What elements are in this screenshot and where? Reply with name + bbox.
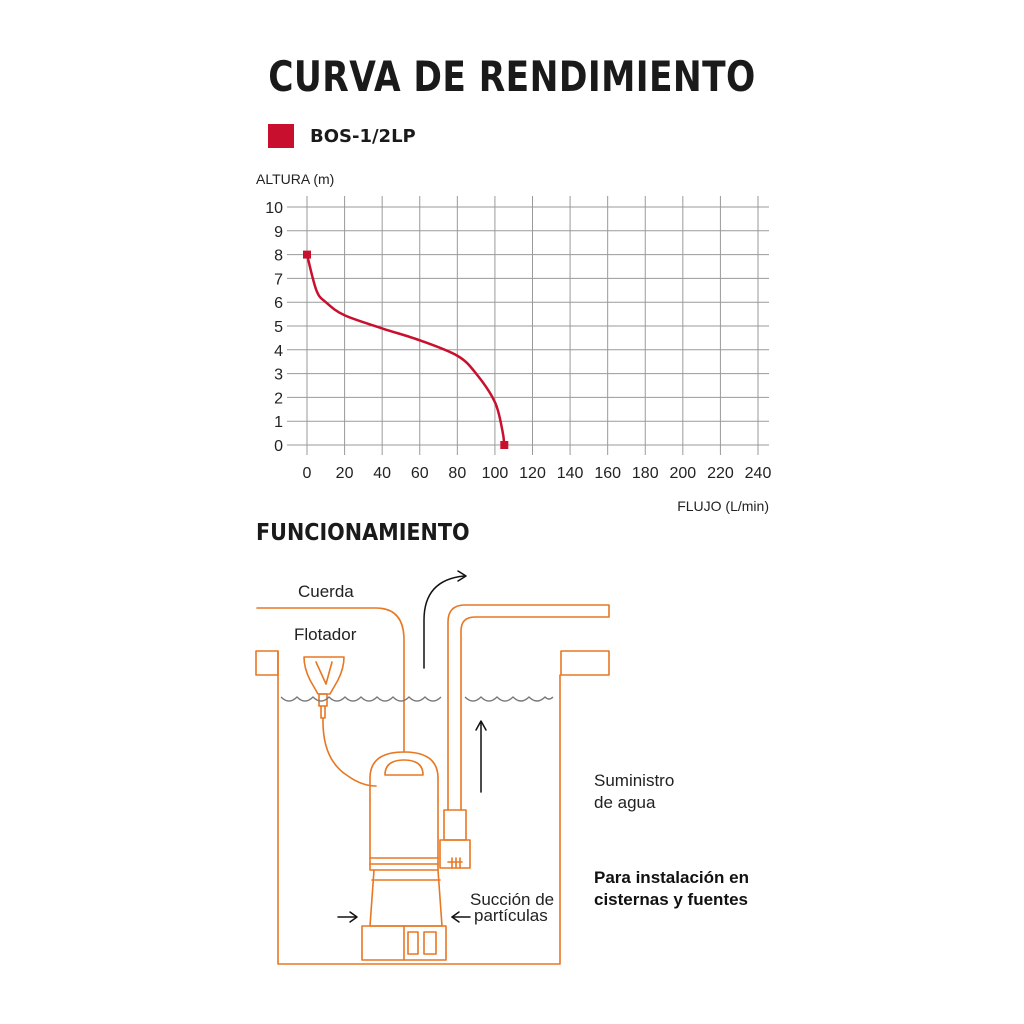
discharge-pipe [448, 605, 609, 810]
y-tick-label: 1 [274, 414, 283, 432]
page-title: CURVA DE RENDIMIENTO [268, 52, 756, 101]
tank-wall [278, 651, 560, 964]
float-cable [323, 718, 376, 786]
y-axis-label: ALTURA (m) [256, 171, 335, 187]
y-tick-label: 8 [274, 247, 283, 265]
x-tick-label: 60 [410, 465, 429, 482]
supply-label-line2: de agua [594, 793, 656, 812]
x-tick-label: 120 [519, 465, 546, 482]
y-tick-label: 10 [265, 200, 283, 217]
x-tick-label: 140 [556, 465, 584, 482]
pump-outlet [440, 840, 470, 868]
note-line2: cisternas y fuentes [594, 890, 749, 909]
y-tick-label: 0 [274, 438, 283, 455]
x-tick-label: 100 [481, 465, 509, 482]
suction-label-line1: Succión de [470, 890, 555, 909]
x-tick-label: 0 [302, 465, 312, 482]
pump-head [370, 752, 438, 800]
float-body [304, 657, 344, 694]
rope-label: Cuerda [298, 582, 354, 601]
x-axis-label: FLUJO (L/min) [677, 498, 769, 514]
series-marker [303, 251, 311, 259]
x-tick-label: 80 [448, 465, 467, 482]
x-tick-label: 240 [744, 465, 772, 482]
y-tick-label: 6 [274, 295, 283, 313]
series-marker [500, 441, 508, 449]
x-tick-label: 160 [594, 465, 622, 482]
x-tick-label: 200 [669, 465, 697, 482]
funcionamiento-title: FUNCIONAMIENTO [256, 520, 470, 546]
y-tick-label: 5 [274, 319, 283, 336]
note-line1: Para instalación en [594, 868, 749, 887]
outflow-arrow [424, 576, 464, 668]
y-tick-label: 2 [274, 390, 283, 408]
tank-rim-right [561, 651, 609, 675]
rope-line [257, 608, 404, 752]
pump-body [370, 800, 438, 870]
y-tick-label: 7 [274, 271, 283, 289]
pipe-coupling [444, 810, 466, 840]
tank-rim-left [256, 651, 278, 675]
x-tick-label: 20 [335, 465, 354, 482]
pump-base [362, 926, 446, 960]
y-tick-label: 4 [274, 342, 283, 360]
float-label: Flotador [294, 625, 357, 644]
water-surface [281, 697, 553, 701]
x-tick-label: 180 [631, 465, 659, 482]
supply-label-line1: Suministro [594, 771, 675, 790]
suction-label-line2: partículas [474, 906, 548, 925]
y-tick-label: 9 [274, 223, 283, 241]
x-tick-label: 40 [373, 465, 392, 482]
y-tick-label: 3 [274, 366, 283, 384]
legend-label: BOS-1/2LP [310, 125, 416, 147]
x-tick-label: 220 [707, 465, 734, 482]
pump-lower [370, 870, 442, 926]
